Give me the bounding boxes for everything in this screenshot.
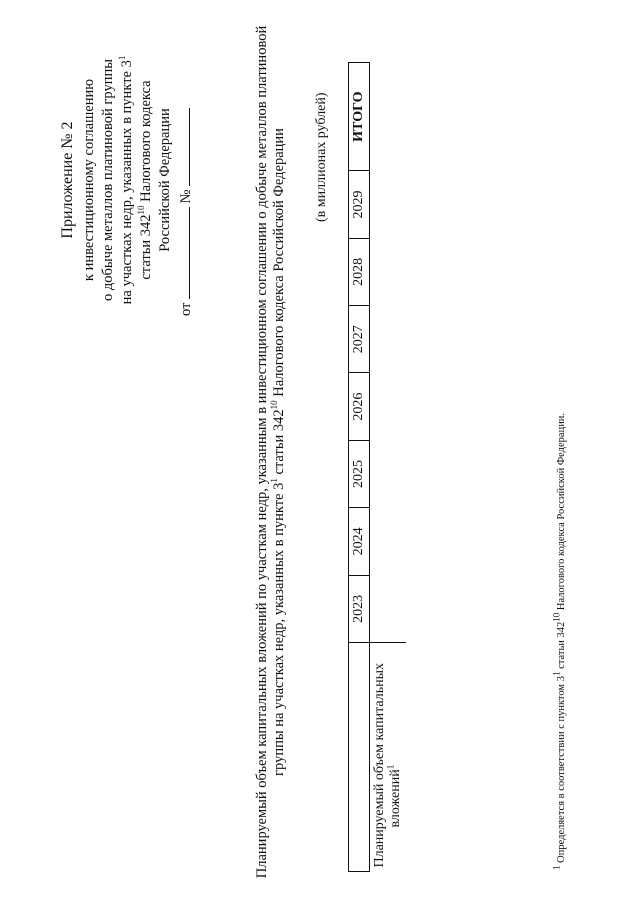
row-label-line-2: вложений xyxy=(388,769,403,828)
annex-line-1: к инвестиционному соглашению xyxy=(81,78,97,282)
footnote xyxy=(551,412,567,870)
annex-line-4-sup: 10 xyxy=(136,205,147,215)
annex-line-3-sup: 1 xyxy=(117,55,128,61)
annex-line-4-rest: Налогового кодекса xyxy=(138,80,154,206)
from-label: от xyxy=(178,302,194,316)
table-header-row xyxy=(349,63,370,872)
annex-line-4 xyxy=(137,30,156,330)
annex-line-5: Российской Федерации xyxy=(157,108,173,252)
row-label-sup: 1 xyxy=(385,764,396,770)
heading-part-2: статьи 342 xyxy=(271,409,287,479)
annex-line-2: о добыче металлов платиновой группы xyxy=(100,59,116,301)
date-blank-line xyxy=(189,207,190,299)
annex-line-4-text: статьи 342 xyxy=(138,214,154,280)
annex-line-3 xyxy=(118,30,137,330)
header-year-2027: 2027 xyxy=(349,306,370,373)
row-label-line-1: Планируемый объем капитальных xyxy=(372,663,387,868)
heading-sup-2: 10 xyxy=(269,400,280,410)
footnote-sup-2: 1 xyxy=(551,671,562,677)
header-year-2028: 2028 xyxy=(349,238,370,305)
number-blank-line xyxy=(189,108,190,186)
number-label: № xyxy=(178,189,194,204)
header-year-2026: 2026 xyxy=(349,373,370,440)
header-year-2029: 2029 xyxy=(349,171,370,238)
document-heading xyxy=(254,22,288,882)
header-year-2025: 2025 xyxy=(349,440,370,507)
investment-table xyxy=(348,62,406,872)
header-empty-cell xyxy=(349,643,370,872)
heading-part-3: Налогового кодекса Российской Федерации xyxy=(271,128,287,401)
table-row xyxy=(370,63,407,872)
header-year-2023: 2023 xyxy=(349,575,370,642)
annex-date-number-row xyxy=(177,30,196,330)
footnote-part-2: статьи 342 xyxy=(556,621,567,672)
header-total: ИТОГО xyxy=(349,63,370,171)
heading-sup-1: 1 xyxy=(269,478,280,483)
annex-header xyxy=(58,30,196,330)
footnote-sup-3: 10 xyxy=(551,612,562,622)
annex-line-3-text: на участках недр, указанных в пункте 3 xyxy=(119,60,135,305)
row-label-cell xyxy=(370,643,407,872)
annex-title: Приложение № 2 xyxy=(59,121,76,239)
header-year-2024: 2024 xyxy=(349,508,370,575)
row-empty-values xyxy=(370,63,407,643)
footnote-part-3: Налогового кодекса Российской Федерации. xyxy=(556,412,567,613)
heading-part-1: Планируемый объем капитальных вложений по участкам недр, указанным в инвестиционном соглашении о добыче металлов платиновой группы на участках недр, указанных в пункте 3 xyxy=(254,25,287,879)
row-label-line-2-wrap xyxy=(385,647,404,868)
units-note: (в миллионах рублей) xyxy=(314,92,329,222)
footnote-mark: 1 xyxy=(551,865,562,870)
footnote-part-1: Определяется в соответствии с пунктом 3 xyxy=(556,676,567,866)
